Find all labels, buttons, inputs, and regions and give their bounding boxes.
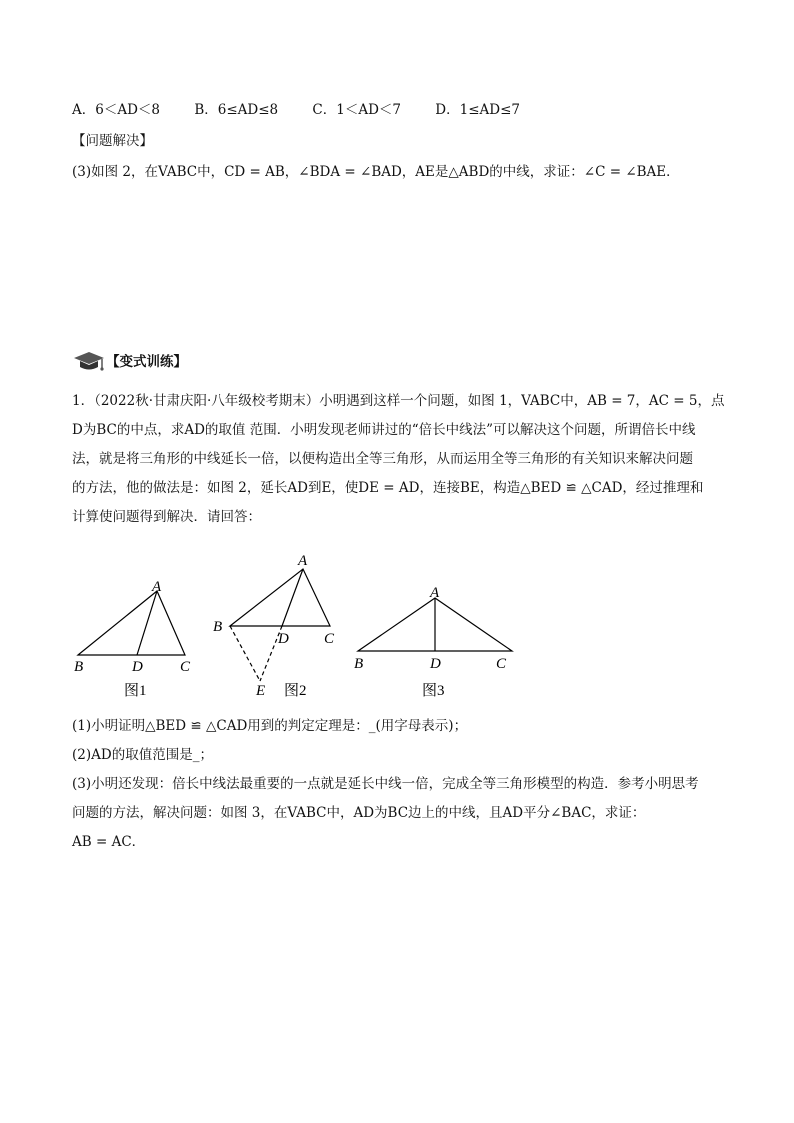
sub-question-2: (2)AD的取值范围是_； — [72, 747, 213, 763]
fig1-label-b: B — [74, 659, 84, 675]
variant-training-header: 【变式训练】 — [106, 354, 187, 370]
figures-area — [60, 545, 530, 705]
fig3-label-d: D — [430, 656, 441, 672]
fig1-label-a: A — [152, 579, 162, 595]
fig3-caption: 图3 — [422, 683, 445, 699]
exercise-line: 计算使问题得到解决．请回答： — [72, 509, 261, 525]
figure-2 — [213, 553, 335, 699]
sub-question-1: (1)小明证明△BED ≌ △CAD用到的判定定理是：_(用字母表示)； — [72, 718, 468, 734]
exercise-1 — [72, 387, 732, 532]
question-3: (3)如图 2，在VABC中，CD = AB，∠BDA = ∠BAD，AE是△ABD的中线，求证：∠C = ∠BAE． — [72, 164, 680, 180]
exercise-line: 1．（2022秋·甘肃庆阳·八年级校考期末）小明遇到这样一个问题，如图 1，VABC中，AB = 7，AC = 5，点 — [72, 393, 725, 409]
fig1-label-d: D — [132, 659, 143, 675]
fig3-label-b: B — [354, 656, 364, 672]
fig1-caption: 图1 — [124, 683, 147, 699]
option-a: A．6＜AD＜8 — [72, 102, 161, 118]
sub-questions — [72, 712, 732, 857]
exercise-line: 的方法，他的做法是：如图 2，延长AD到E，使DE = AD，连接BE，构造△BED ≌ △CAD，经过推理和 — [72, 480, 704, 496]
fig2-label-a: A — [298, 553, 308, 569]
option-c: C．1＜AD＜7 — [312, 102, 401, 118]
option-b: B．6≤AD≤8 — [194, 102, 279, 118]
sub-question-3-line: AB = AC． — [72, 834, 146, 850]
section-problem-solving: 【问题解决】 — [72, 133, 153, 149]
fig2-caption: 图2 — [284, 683, 307, 699]
fig2-label-e: E — [256, 683, 266, 699]
fig2-label-d: D — [278, 631, 289, 647]
graduation-cap-icon — [72, 350, 106, 372]
sub-question-3-line: 问题的方法，解决问题：如图 3，在VABC中，AD为BC边上的中线，且AD平分∠BAC，求证： — [72, 805, 646, 821]
figure-3 — [354, 585, 512, 699]
fig3-label-c: C — [496, 656, 507, 672]
fig3-label-a: A — [430, 585, 440, 601]
sub-question-3: (3)小明还发现：倍长中线法最重要的一点就是延长中线一倍，完成全等三角形模型的构造．参考小明思考 — [72, 776, 699, 792]
exercise-line: D为BC的中点，求AD的取值 范围．小明发现老师讲过的“倍长中线法”可以解决这个问题，所谓倍长中线 — [72, 422, 696, 438]
exercise-line: 法，就是将三角形的中线延长一倍，以便构造出全等三角形，从而运用全等三角形的有关知识来解决问题 — [72, 451, 693, 467]
fig2-label-c: C — [324, 631, 335, 647]
option-d: D．1≤AD≤7 — [435, 102, 520, 118]
figure-1 — [74, 579, 191, 699]
fig2-label-b: B — [213, 619, 223, 635]
fig1-label-c: C — [180, 659, 191, 675]
answer-options — [72, 100, 550, 120]
